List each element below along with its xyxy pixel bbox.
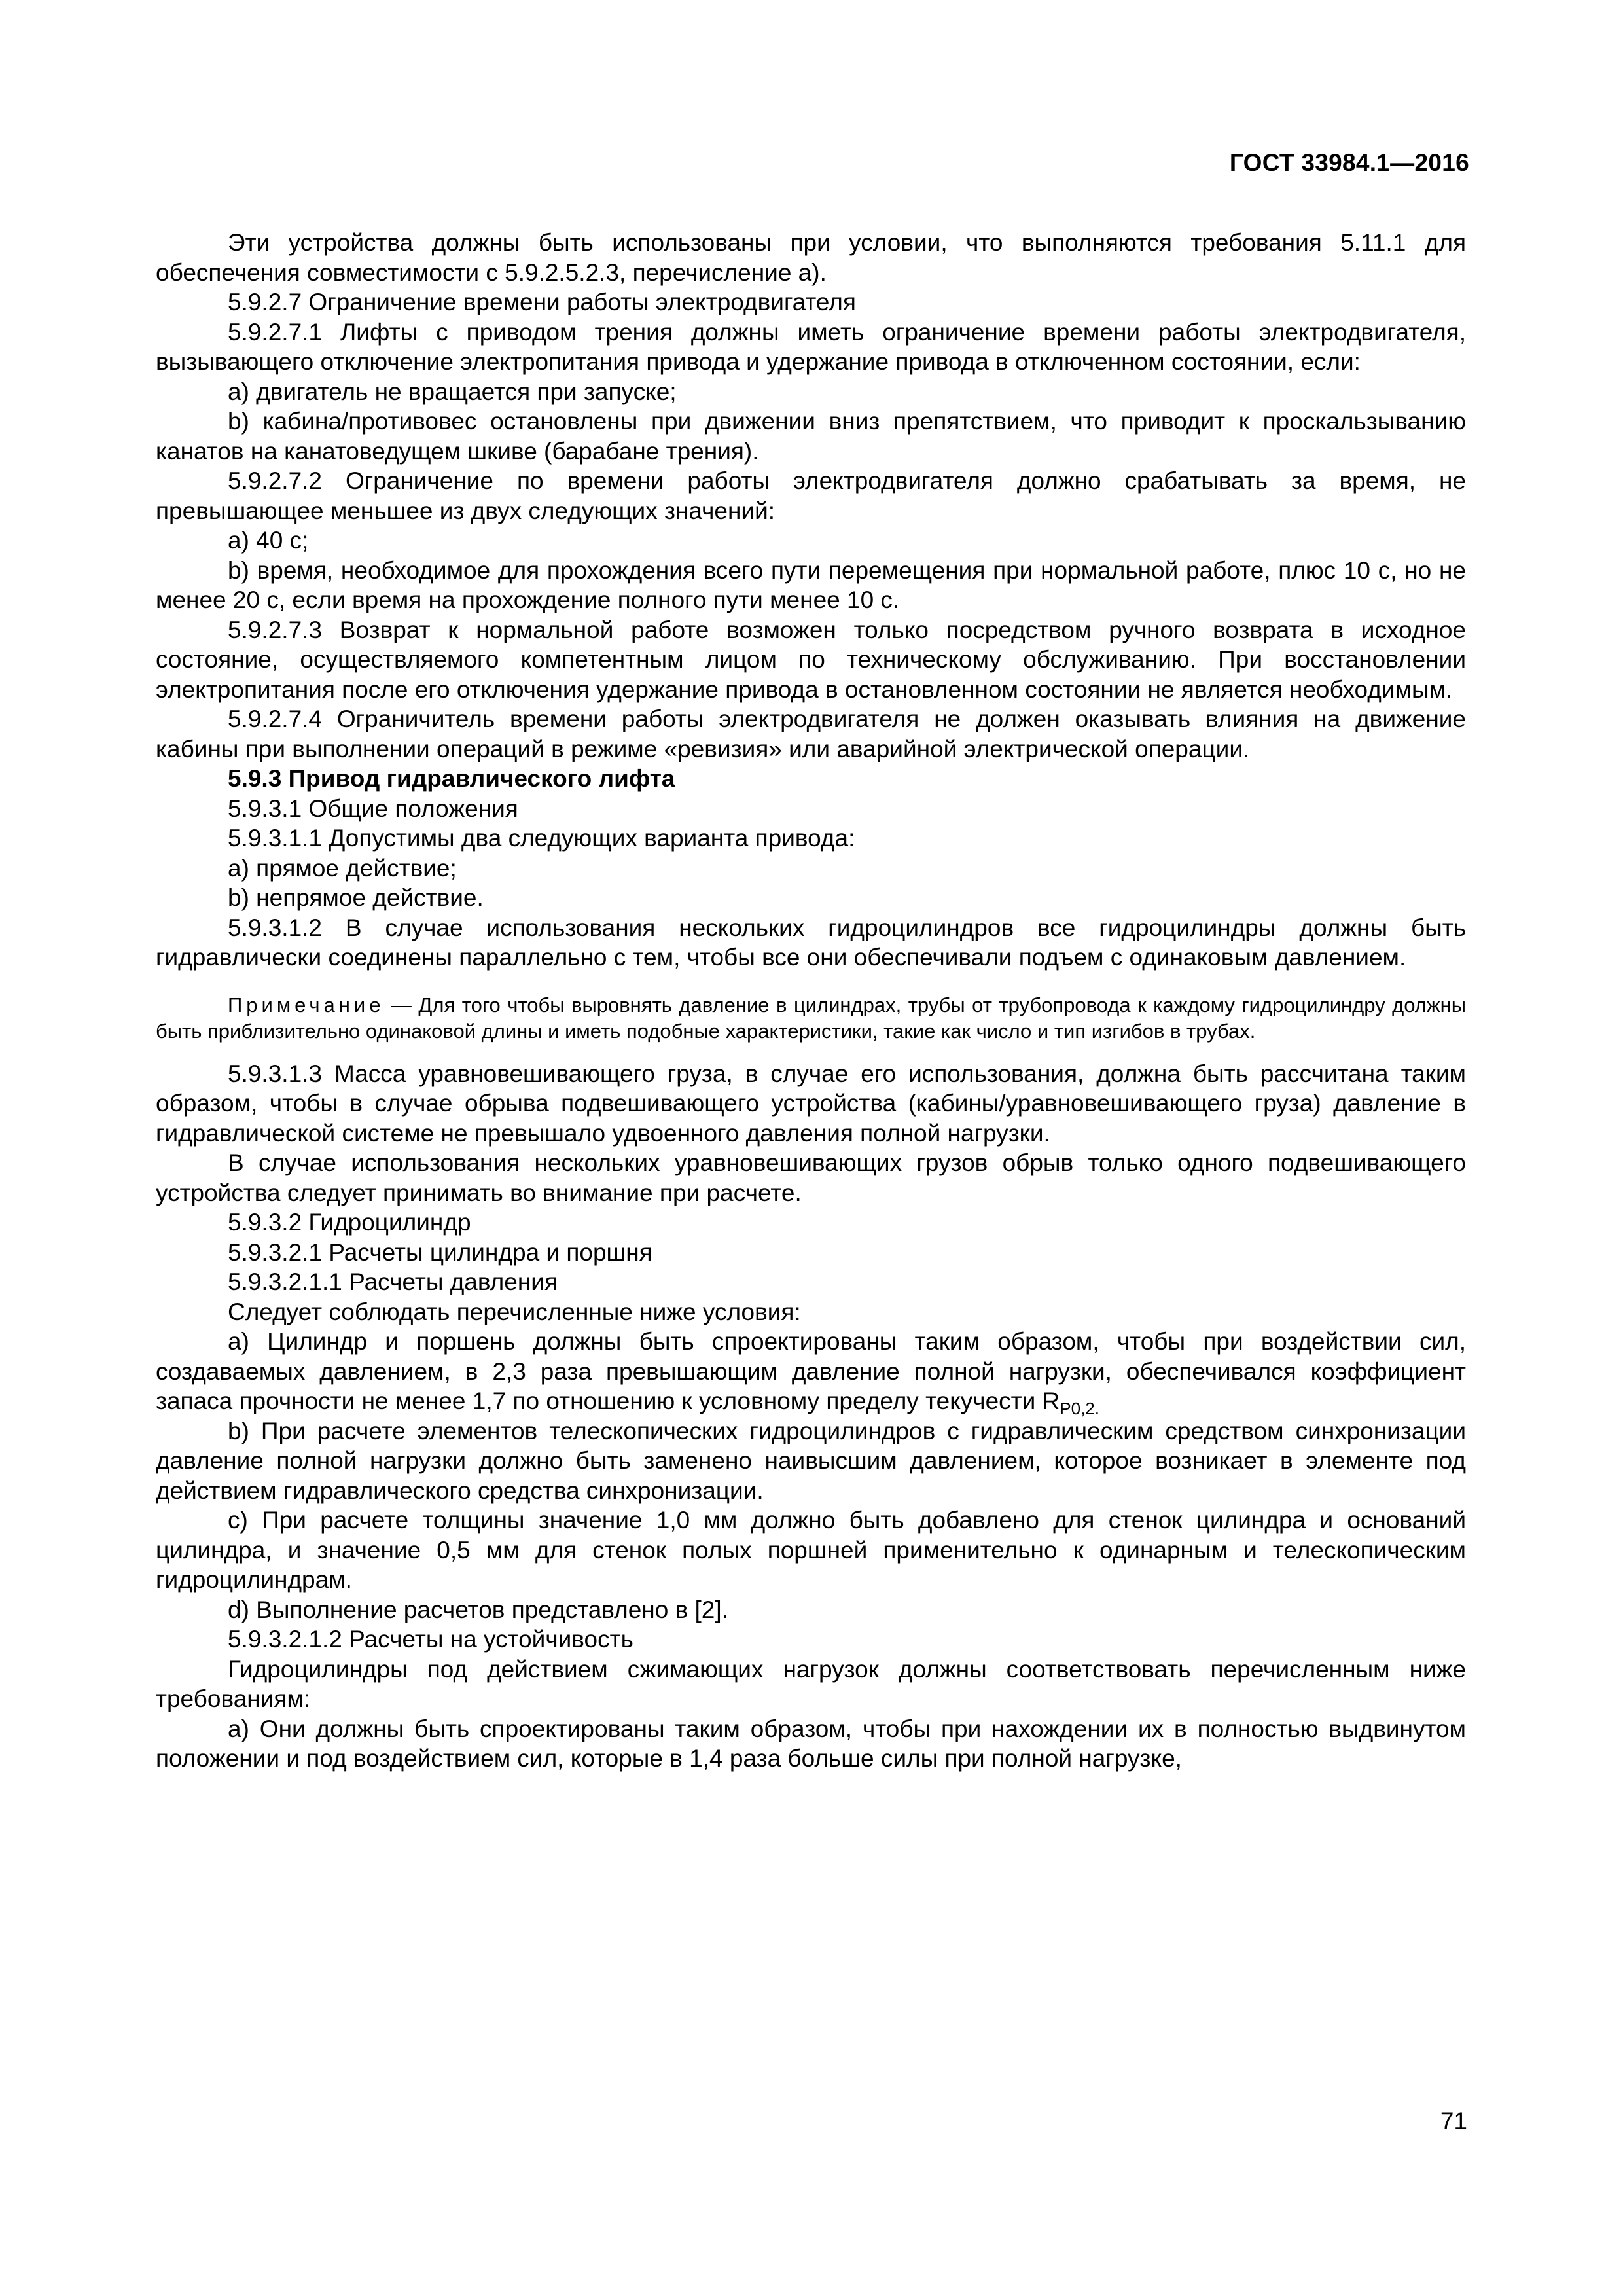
list-item-a: a) 40 с;	[228, 527, 309, 554]
paragraph-compressive-loads: Гидроцилиндры под действием сжимающих нагрузок должны соответствовать перечисленным ниже требованиям:	[156, 1655, 1466, 1712]
section-heading-5-9-3-1: 5.9.3.1 Общие положения	[228, 795, 518, 822]
paragraph-5-9-2-7-1: 5.9.2.7.1 Лифты с приводом трения должны иметь ограничение времени работы электродвигателя, вызывающего отключение электропитания привода и удержание привода в отключенном состоянии, если:	[156, 318, 1466, 375]
document-body	[156, 228, 1466, 1774]
paragraph-5-9-2-7-4: 5.9.2.7.4 Ограничитель времени работы электродвигателя не должен оказывать влияния на движение кабины при выполнении операций в режиме «ревизия» или аварийной электрической операции.	[156, 706, 1466, 762]
paragraph-5-9-3-1-3: 5.9.3.1.3 Масса уравновешивающего груза, в случае его использования, должна быть рассчитана таким образом, чтобы в случае обрыва подвешивающего устройства (кабины/уравновешивающего груза) давление в гидравлической системе не превышало удвоенного давления полной нагрузки.	[156, 1060, 1466, 1147]
section-heading-5-9-3-2-1: 5.9.3.2.1 Расчеты цилиндра и поршня	[228, 1238, 652, 1266]
list-item-a	[156, 1327, 1466, 1416]
list-item-b: b) кабина/противовес остановлены при движении вниз препятствием, что приводит к проскальзыванию канатов на канатоведущем шкиве (барабане трения).	[156, 408, 1466, 465]
list-item-a: a) двигатель не вращается при запуске;	[228, 378, 677, 405]
section-heading-5-9-2-7: 5.9.2.7 Ограничение времени работы электродвигателя	[228, 289, 856, 315]
page-number: 71	[1440, 2108, 1467, 2134]
note-label: Примечание	[228, 993, 385, 1016]
paragraph-counterweights: В случае использования нескольких уравновешивающих грузов обрыв только одного подвешивающего устройства следует принимать во внимание при расчете.	[156, 1149, 1466, 1206]
paragraph-5-9-2-7-3: 5.9.2.7.3 Возврат к нормальной работе возможен только посредством ручного возврата в исходное состояние, осуществляемого компетентным лицом по техническому обслуживанию. При восстановлении электропитания после его отключения удержание привода в остановленном состоянии не является необходимым.	[156, 616, 1466, 703]
list-item-a-text: a) Цилиндр и поршень должны быть спроектированы таким образом, чтобы при воздействии сил, создаваемых давлением, в 2,3 раза превышающим давление полной нагрузки, обеспечивался коэффициент запаса прочности не менее 1,7 по отношению к условному пределу текучести R	[156, 1328, 1466, 1414]
yield-strength-subscript: P0,2.	[1060, 1399, 1099, 1418]
list-item-a: a) прямое действие;	[228, 854, 457, 882]
paragraph-5-9-2-7-2: 5.9.2.7.2 Ограничение по времени работы электродвигателя должно срабатывать за время, не превышающее меньшее из двух следующих значений:	[156, 467, 1466, 524]
list-item-a: a) Они должны быть спроектированы таким образом, чтобы при нахождении их в полностью выдвинутом положении и под воздействием сил, которые в 1,4 раза больше силы при полной нагрузке,	[156, 1715, 1466, 1772]
list-item-b: b) При расчете элементов телескопических гидроцилиндров с гидравлическим средством синхронизации давление полной нагрузки должно быть заменено наивысшим давлением, которое возникает в элементе под действием гидравлического средства синхронизации.	[156, 1417, 1466, 1504]
list-item-b: b) время, необходимое для прохождения всего пути перемещения при нормальной работе, плюс 10 с, но не менее 20 с, если время на прохождение полного пути менее 10 с.	[156, 556, 1466, 613]
section-heading-5-9-3: 5.9.3 Привод гидравлического лифта	[228, 765, 675, 792]
list-item-d: d) Выполнение расчетов представлено в [2].	[228, 1596, 728, 1623]
paragraph-conditions: Следует соблюдать перечисленные ниже условия:	[228, 1298, 801, 1325]
paragraph-5-9-3-1-1: 5.9.3.1.1 Допустимы два следующих варианта привода:	[228, 825, 855, 852]
list-item-c: c) При расчете толщины значение 1,0 мм должно быть добавлено для стенок цилиндра и оснований цилиндра, и значение 0,5 мм для стенок полых поршней применительно к одинарным и телескопическим гидроцилиндрам.	[156, 1507, 1466, 1593]
section-heading-5-9-3-2-1-1: 5.9.3.2.1.1 Расчеты давления	[228, 1268, 558, 1295]
paragraph-intro: Эти устройства должны быть использованы при условии, что выполняются требования 5.11.1 для обеспечения совместимости с 5.9.2.5.2.3, перечисление а).	[156, 229, 1466, 286]
list-item-b: b) непрямое действие.	[228, 884, 484, 911]
paragraph-5-9-3-1-2: 5.9.3.1.2 В случае использования нескольких гидроцилиндров все гидроцилиндры должны быть гидравлически соединены параллельно с тем, чтобы все они обеспечивали подъем с одинаковым давлением.	[156, 914, 1466, 971]
section-heading-5-9-3-2: 5.9.3.2 Гидроцилиндр	[228, 1209, 471, 1236]
note-text: — Для того чтобы выровнять давление в цилиндрах, трубы от трубопровода к каждому гидроцилиндру должны быть приблизительно одинаковой длины и иметь подобные характеристики, такие как число и тип изгибов в трубах.	[156, 993, 1466, 1043]
section-heading-5-9-3-2-1-2: 5.9.3.2.1.2 Расчеты на устойчивость	[228, 1626, 633, 1653]
document-id-header: ГОСТ 33984.1—2016	[1229, 149, 1469, 176]
note-paragraph	[156, 992, 1466, 1045]
